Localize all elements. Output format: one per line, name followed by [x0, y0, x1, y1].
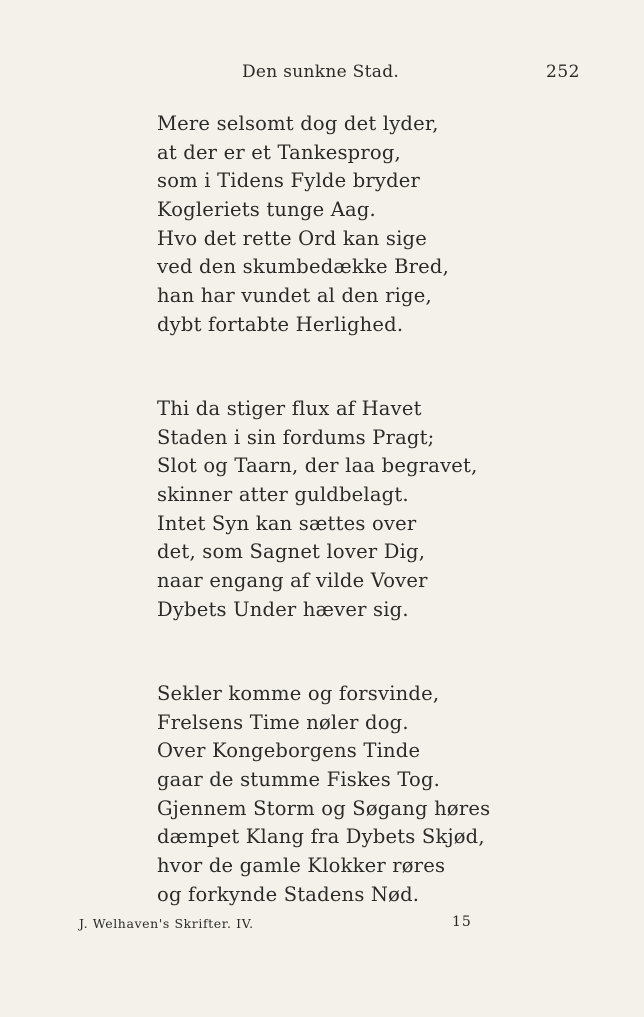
poem-line: Kogleriets tunge Aag.: [157, 198, 376, 222]
poem-line: Thi da stiger flux af Havet: [157, 397, 422, 420]
poem-line: dæmpet Klang fra Dybets Skjød,: [157, 825, 485, 849]
signature-number: 15: [452, 914, 472, 930]
poem-line: at der er et Tankesprog,: [157, 140, 401, 164]
poem-line: Sekler komme og forsvinde,: [157, 682, 440, 705]
poem-line: Slot og Taarn, der laa begravet,: [157, 454, 478, 478]
poem-line: det, som Sagnet lover Dig,: [157, 540, 426, 564]
poem-line: skinner atter guldbelagt.: [157, 483, 409, 507]
poem-line: hvor de gamle Klokker røres: [157, 854, 446, 878]
poem-line: Hvo det rette Ord kan sige: [157, 226, 427, 250]
signature-mark: J. Welhaven's Skrifter. IV.: [79, 916, 254, 931]
poem-line: ved den skumbedække Bred,: [157, 255, 449, 279]
poem-line: han har vundet al den rige,: [157, 284, 432, 308]
running-title: Den sunkne Stad.: [242, 62, 400, 82]
poem-line: og forkynde Stadens Nød.: [157, 882, 420, 906]
poem-line: Staden i sin fordums Pragt;: [157, 425, 435, 449]
poem-line: Gjennem Storm og Søgang høres: [157, 796, 491, 820]
stanza-1: [157, 110, 449, 340]
poem-line: Intet Syn kan sættes over: [157, 511, 417, 535]
page-number: 252: [546, 62, 580, 82]
poem-line: gaar de stumme Fiskes Tog.: [157, 768, 441, 792]
poem-line: naar engang af vilde Vover: [157, 569, 428, 593]
poem-line: Mere selsomt dog det lyder,: [157, 112, 439, 135]
poem-line: som i Tidens Fylde bryder: [157, 169, 421, 193]
stanza-2: [157, 395, 478, 625]
stanza-3: [157, 680, 490, 910]
poem-line: Over Kongeborgens Tinde: [157, 739, 421, 763]
poem-line: Frelsens Time nøler dog.: [157, 710, 409, 734]
poem-line: Dybets Under hæver sig.: [157, 597, 409, 621]
poem-line: dybt fortabte Herlighed.: [157, 312, 404, 336]
